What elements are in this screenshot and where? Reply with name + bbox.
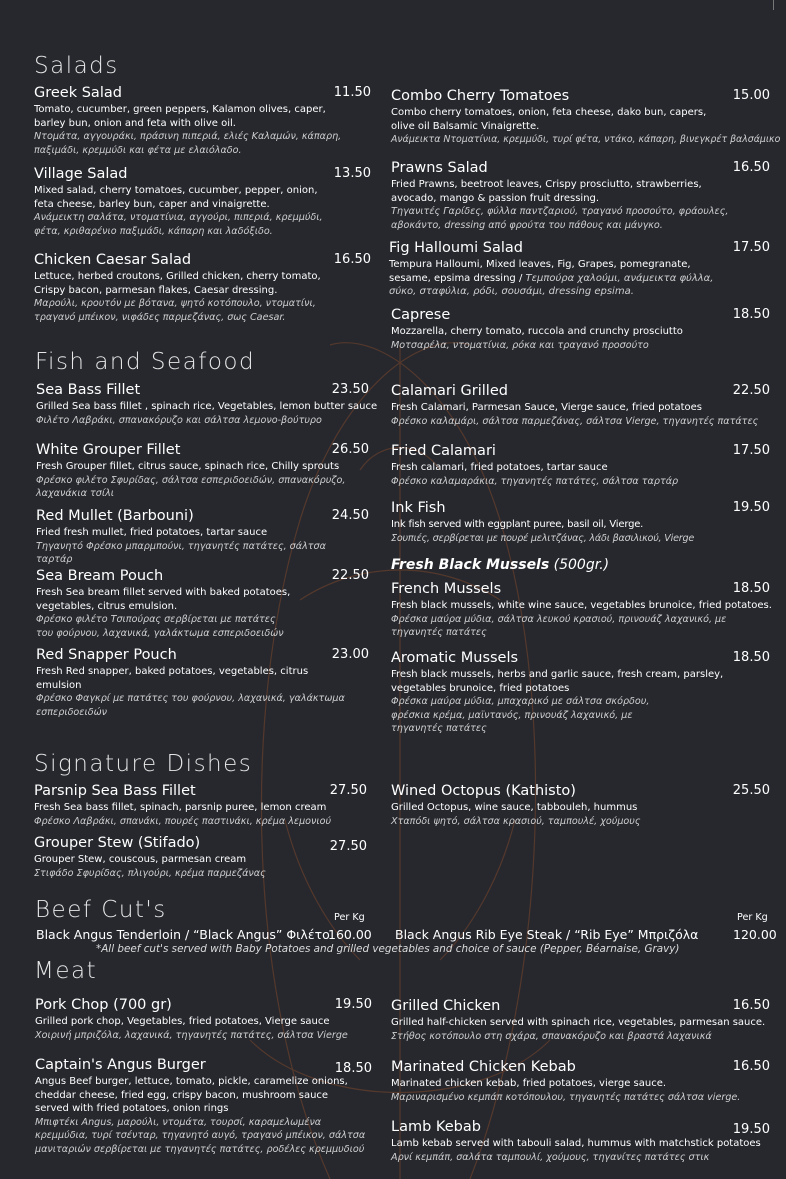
item-price: 18.50 <box>732 307 770 322</box>
menu-item-ink-fish <box>391 500 770 545</box>
item-price: 24.50 <box>331 508 369 523</box>
menu-item-grilled-chicken <box>391 998 770 1043</box>
item-description-greek: Χοιρινή μπριζόλα, λαχανικά, τηγανητές πατάτες, σάλτσα Vierge <box>35 1029 348 1041</box>
item-name: Calamari Grilled <box>391 383 508 399</box>
menu-item-village-salad <box>34 166 371 238</box>
item-name: White Grouper Fillet <box>36 442 181 458</box>
item-description-greek: Τεμπούρα χαλούμι, ανάμεικτα φύλλα, σύκο, σταφύλια, ρόδι, σουσάμι, dressing epsima. <box>389 272 714 298</box>
menu-item-prawns-salad <box>391 160 770 232</box>
item-name: Greek Salad <box>34 85 122 101</box>
item-name: Aromatic Mussels <box>391 650 519 666</box>
menu-item-parsnip-sea-bass-fillet <box>34 783 367 828</box>
menu-item-combo-cherry-tomatoes <box>391 88 781 147</box>
item-description-greek: Αρνί κεμπάπ, σαλάτα ταμπουλί, χούμους, τηγανίτες πατάτες στικ <box>391 1151 710 1163</box>
item-description-greek: Φρέσκα μαύρα μύδια, σάλτσα λευκού κρασιού, πρινουάζ λαχανικό, με τηγανητές πατάτες <box>391 613 727 638</box>
item-price: 19.50 <box>732 1122 770 1137</box>
item-description-greek: Τηγανητό Φρέσκο μπαρμπούνι, τηγανητές πατάτες, σάλτσα ταρτάρ <box>36 540 326 565</box>
mussels-heading <box>391 557 609 573</box>
item-price: 16.50 <box>732 1059 770 1074</box>
item-name: Combo Cherry Tomatoes <box>391 88 570 104</box>
item-description: Lettuce, herbed croutons, Grilled chicken, cherry tomato, Crispy bacon, parmesan flakes, Caesar dressing. <box>34 271 321 296</box>
item-name: Grouper Stew (Stifado) <box>34 835 201 851</box>
item-price: 16.50 <box>333 252 371 267</box>
item-name: French Mussels <box>391 581 502 597</box>
item-name: Chicken Caesar Salad <box>34 252 192 268</box>
item-description-greek: Ανάμεικτα Ντοματίνια, κρεμμύδι, τυρί φέτα, ντάκο, κάπαρη, βινεγκρέτ βαλσάμικο <box>391 134 781 146</box>
item-description: Fresh black mussels, white wine sauce, vegetables brunoice, fried potatoes. <box>391 600 772 611</box>
corner-mark <box>773 0 774 10</box>
item-name: Pork Chop (700 gr) <box>35 997 172 1013</box>
menu-item-calamari-grilled <box>391 383 770 428</box>
item-name: Grilled Chicken <box>391 998 501 1014</box>
item-description-greek: Στιφάδο Σφυρίδας, πλιγούρι, κρέμα παρμεζάνας <box>34 867 266 879</box>
item-description-greek: Φρέσκο καλαμαράκια, τηγανητές πατάτες, σάλτσα ταρτάρ <box>391 475 679 487</box>
item-description: Grilled Octopus, wine sauce, tabbouleh, hummus <box>391 802 638 813</box>
item-description-greek: Ντομάτα, αγγουράκι, πράσινη πιπεριά, ελιές Καλαμών, κάπαρη, παξιμάδι, κρεμμύδι και φέτα με ελαιόλαδο. <box>34 131 342 156</box>
mussels-heading-bold: Fresh Black Mussels <box>391 557 550 573</box>
item-description-greek: Ανάμεικτη σαλάτα, ντοματίνια, αγγούρι, πιπεριά, κρεμμύδι, φέτα, κριθαρένιο παξιμάδι, κάπαρη και λαδόξιδο. <box>34 212 323 237</box>
item-description-greek: Μαρούλι, κρουτόν με βότανα, ψητό κοτόπουλο, ντοματίνι, τραγανό μπέικον, νιφάδες παρμεζάνας, σως Caesar. <box>34 298 316 323</box>
item-description: Fresh Sea bream fillet served with baked potatoes, vegetables, citrus emulsion. <box>36 587 291 612</box>
menu-item-chicken-caesar-salad <box>34 252 371 324</box>
beef-tenderloin-price: 160.00 <box>328 927 372 942</box>
item-description: Fresh Calamari, Parmesan Sauce, Vierge sauce, fried potatoes <box>391 402 702 413</box>
item-price: 22.50 <box>732 383 770 398</box>
item-description: Mozzarella, cherry tomato, ruccola and crunchy prosciutto <box>391 326 683 337</box>
menu-item-marinated-chicken-kebab <box>391 1059 770 1104</box>
menu-item-captains-angus-burger <box>35 1057 372 1156</box>
item-description-greek: Μαριναρισμένο κεμπάπ κοτόπουλου, τηγανητές πατάτες σάλτσα vierge. <box>391 1091 741 1103</box>
item-description-greek: Φρέσκο Λαβράκι, σπανάκι, πουρές παστινάκι, κρέμα λεμονιού <box>34 815 332 827</box>
menu-item-red-snapper-pouch <box>36 647 369 719</box>
item-price: 22.50 <box>331 568 369 583</box>
menu-item-aromatic-mussels <box>391 650 770 735</box>
item-description-greek: Μοτσαρέλα, ντοματίνια, ρόκα και τραγανό προσούτο <box>391 339 649 351</box>
per-kg-label: Per Kg <box>737 912 768 923</box>
item-description: Lamb kebab served with tabouli salad, hummus with matchstick potatoes <box>391 1138 761 1149</box>
item-description-greek: Φρέσκα μαύρα μύδια, μπαχαρικό με σάλτσα σκόρδου, φρέσκια κρέμα, μαϊντανός, πρινουάζ λαχανικό, με τηγανητές πατάτες <box>391 696 650 734</box>
section-meat: Meat <box>34 958 98 984</box>
item-name: Captain's Angus Burger <box>35 1057 206 1073</box>
beef-ribeye-price: 120.00 <box>733 927 777 942</box>
per-kg-label: Per Kg <box>334 912 365 923</box>
item-description-greek: Χταπόδι ψητό, σάλτσα κρασιού, ταμπουλέ, χούμους <box>391 815 641 827</box>
item-description-greek: Φρέσκο φιλέτο Σφυρίδας, σάλτσα εσπεριδοειδών, σπανακόρυζο, λαχανάκια τσίλι <box>36 474 346 499</box>
item-price: 11.50 <box>333 85 371 100</box>
item-description: Fried fresh mullet, fried potatoes, tartar sauce <box>36 527 268 538</box>
item-name: Red Snapper Pouch <box>36 647 177 663</box>
menu-item-pork-chop <box>35 997 372 1042</box>
item-description-greek: Σουπιές, σερβίρεται με πουρέ μελιτζάνας, λάδι βασιλικού, Vierge <box>391 532 695 544</box>
item-description-greek: Στήθος κοτόπουλο στη σχάρα, σπανακόρυζο και βραστά λαχανικά <box>391 1030 712 1042</box>
item-price: 18.50 <box>334 1061 372 1076</box>
item-description: Tempura Halloumi, Mixed leaves, Fig, Grapes, pomegranate, sesame, epsima dressing / <box>389 259 691 284</box>
item-price: 27.50 <box>329 839 367 854</box>
item-description: Fresh Grouper fillet, citrus sauce, spinach rice, Chilly sprouts <box>36 461 340 472</box>
item-name: Caprese <box>391 307 451 323</box>
item-description: Fresh calamari, fried potatoes, tartar sauce <box>391 462 608 473</box>
item-name: Sea Bream Pouch <box>36 568 164 584</box>
beef-tenderloin-name: Black Angus Tenderloin / “Black Angus” Φιλέτο <box>36 927 330 942</box>
menu-item-sea-bass-fillet <box>36 382 378 427</box>
item-price: 15.00 <box>732 88 770 103</box>
menu-item-french-mussels <box>391 581 770 639</box>
item-description: Tomato, cucumber, green peppers, Kalamon olives, caper, barley bun, onion and feta with olive oil. <box>34 104 326 129</box>
menu-item-fried-calamari <box>391 443 770 488</box>
item-description: Angus Beef burger, lettuce, tomato, pickle, caramelize onions, cheddar cheese, fried egg, crispy bacon, mushroom sauce served with fried potatoes, onion rings <box>35 1076 348 1115</box>
item-price: 16.50 <box>732 998 770 1013</box>
menu-item-greek-salad <box>34 85 371 157</box>
item-name: Sea Bass Fillet <box>36 382 141 398</box>
item-name: Prawns Salad <box>391 160 488 176</box>
item-description: Combo cherry tomatoes, onion, feta cheese, dako bun, capers, olive oil Balsamic Vinaigrette. <box>391 107 707 132</box>
menu-item-wined-octopus <box>391 783 770 828</box>
menu-item-caprese <box>391 307 770 352</box>
item-description: Fresh Red snapper, baked potatoes, vegetables, citrus emulsion <box>36 666 309 691</box>
item-description-greek: Μπιφτέκι Angus, μαρούλι, ντομάτα, τουρσί, καραμελωμένα κρεμμύδια, τυρί τσένταρ, τηγανητό αυγό, τραγανό μπέικον, σάλτσα μανιταριών σερβίρεται με τηγανητές πατάτες, ροδέλες κρεμμυδιού <box>35 1116 366 1155</box>
item-description-greek: Φιλέτο Λαβράκι, σπανακόρυζο και σάλτσα λεμονο-βούτυρο <box>36 414 322 426</box>
section-salads: Salads <box>34 53 119 79</box>
item-description: Mixed salad, cherry tomatoes, cucumber, pepper, onion, feta cheese, barley bun, caper and vinaigrette. <box>34 185 318 210</box>
menu-item-grouper-stew <box>34 835 367 880</box>
item-price: 26.50 <box>331 442 369 457</box>
item-price: 17.50 <box>732 443 770 458</box>
item-price: 23.00 <box>331 647 369 662</box>
item-description: Grilled pork chop, Vegetables, fried potatoes, Vierge sauce <box>35 1016 330 1027</box>
item-name: Fried Calamari <box>391 443 496 459</box>
section-signature-dishes: Signature Dishes <box>34 751 253 777</box>
item-description: Marinated chicken kebab, fried potatoes, vierge sauce. <box>391 1078 667 1089</box>
item-description: Fresh black mussels, herbs and garlic sauce, fresh cream, parsley, vegetables brunoice, fried potatoes <box>391 669 724 694</box>
item-name: Lamb Kebab <box>391 1119 481 1135</box>
menu-item-lamb-kebab <box>391 1119 770 1164</box>
item-price: 16.50 <box>732 160 770 175</box>
section-beef-cuts: Beef Cut's <box>35 897 167 923</box>
item-name: Red Mullet (Barbouni) <box>36 508 194 524</box>
item-name: Fig Halloumi Salad <box>389 240 524 256</box>
item-description: Fried Prawns, beetroot leaves, Crispy prosciutto, strawberries, avocado, mango & passion fruit dressing. <box>391 179 702 204</box>
item-price: 19.50 <box>732 500 770 515</box>
item-name: Village Salad <box>34 166 128 182</box>
item-price: 18.50 <box>732 650 770 665</box>
item-description: Ink fish served with eggplant puree, basil oil, Vierge. <box>391 519 644 530</box>
item-price: 23.50 <box>331 382 369 397</box>
menu-item-sea-bream-pouch <box>36 568 369 640</box>
mussels-heading-weight: (500gr.) <box>549 557 610 573</box>
item-name: Wined Octopus (Kathisto) <box>391 783 576 799</box>
section-fish-and-seafood: Fish and Seafood <box>35 349 256 375</box>
item-name: Parsnip Sea Bass Fillet <box>34 783 196 799</box>
item-price: 18.50 <box>732 581 770 596</box>
item-description-greek: Φρέσκο Φαγκρί με πατάτες του φούρνου, λαχανικά, γαλάκτωμα εσπεριδοειδών <box>36 693 345 718</box>
beef-note: *All beef cut's served with Baby Potatoes and grilled vegetables and choice of sauce (Pepper, Béarnaise, Gravy) <box>96 943 680 955</box>
item-price: 25.50 <box>732 783 770 798</box>
item-price: 19.50 <box>334 997 372 1012</box>
item-price: 27.50 <box>329 783 367 798</box>
item-description-greek: Τηγανιτές Γαρίδες, φύλλα παντζαριού, τραγανό προσούτο, φράουλες, αβοκάντο, dressing από φρούτα του πάθους και μάνγκο. <box>391 206 729 231</box>
menu-item-red-mullet <box>36 508 369 566</box>
menu-item-white-grouper-fillet <box>36 442 369 500</box>
item-price: 17.50 <box>732 240 770 255</box>
item-description: Grilled Sea bass fillet , spinach rice, Vegetables, lemon butter sauce <box>36 401 378 412</box>
beef-ribeye-name: Black Angus Rib Eye Steak / “Rib Eye” Μπριζόλα <box>395 927 699 942</box>
item-description-greek: Φρέσκο φιλέτο Τσιπούρας σερβίρεται με πατάτες του φούρνου, λαχανικά, γαλάκτωμα εσπεριδοειδών <box>36 614 284 639</box>
item-description: Grilled half-chicken served with spinach rice, vegetables, parmesan sauce. <box>391 1017 766 1028</box>
menu-item-fig-halloumi-salad <box>389 240 770 299</box>
item-name: Marinated Chicken Kebab <box>391 1059 576 1075</box>
item-price: 13.50 <box>333 166 371 181</box>
item-name: Ink Fish <box>391 500 446 516</box>
item-description: Grouper Stew, couscous, parmesan cream <box>34 854 247 865</box>
item-description-greek: Φρέσκο καλαμάρι, σάλτσα παρμεζάνας, σάλτσα Vierge, τηγανητές πατάτες <box>391 415 759 427</box>
item-description: Fresh Sea bass fillet, spinach, parsnip puree, lemon cream <box>34 802 327 813</box>
